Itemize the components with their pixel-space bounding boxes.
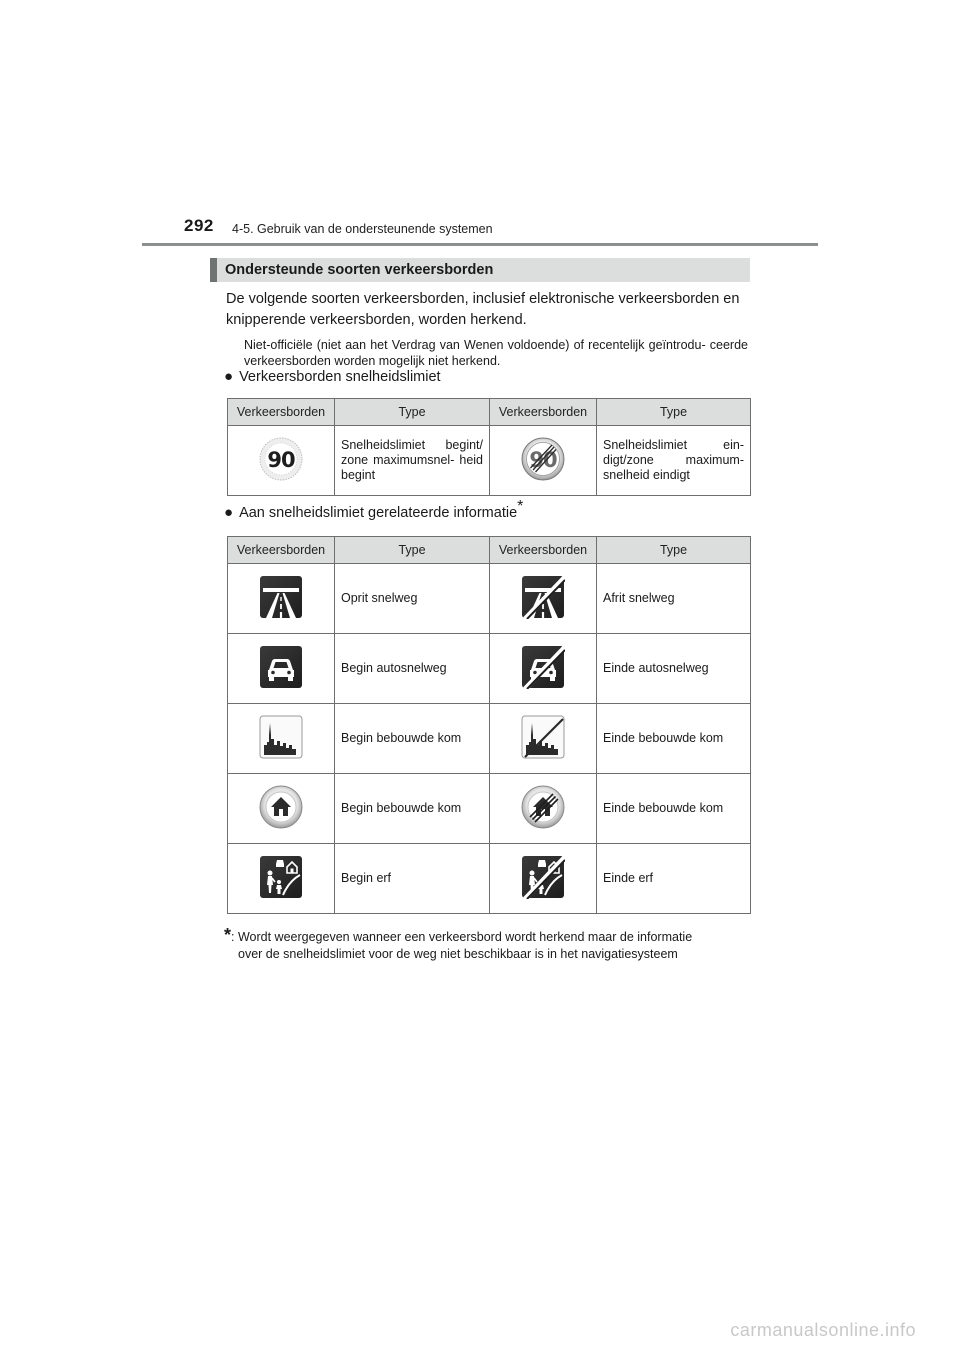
section-heading: Ondersteunde soorten verkeersborden: [210, 258, 750, 282]
table-row: [228, 564, 751, 634]
page-number: 292: [184, 216, 214, 235]
type-cell: Afrit snelweg: [597, 564, 751, 634]
footnote: [224, 927, 746, 963]
sign-cell: [228, 426, 335, 496]
footnote-line-1: : Wordt weergegeven wanneer een verkeersbord wordt herkend maar de informatie: [231, 930, 693, 944]
bullet-dot: ●: [224, 368, 234, 385]
bullet-label: Aan snelheidslimiet gerelateerde informatie: [239, 505, 518, 521]
sign-cell: [490, 564, 597, 634]
car-road-begin-icon: [259, 645, 303, 689]
type-cell: Begin erf: [335, 844, 490, 914]
table-header-row: [228, 399, 751, 426]
column-header-signs: Verkeersborden: [228, 399, 335, 426]
sign-cell: [228, 564, 335, 634]
column-header-type: Type: [597, 537, 751, 564]
bullet-label: Verkeersborden snelheidslimiet: [239, 369, 441, 385]
speed-limit-sign-table: [227, 398, 751, 496]
speed-limit-90-icon: [259, 437, 303, 481]
type-cell: Snelheidslimiet begint/ zone maximumsnel- heid begint: [335, 426, 490, 496]
column-header-type: Type: [597, 399, 751, 426]
type-cell: Oprit snelweg: [335, 564, 490, 634]
sign-cell: [228, 844, 335, 914]
residential-zone-begin-icon: [259, 855, 303, 899]
sign-cell: [490, 634, 597, 704]
table-row: [228, 634, 751, 704]
table-row: [228, 844, 751, 914]
type-cell: Einde autosnelweg: [597, 634, 751, 704]
bullet-dot: ●: [224, 504, 234, 521]
bullet-speed-limit: [224, 368, 441, 385]
column-header-type: Type: [335, 537, 490, 564]
table-row: [228, 704, 751, 774]
sign-cell: [228, 774, 335, 844]
column-header-signs: Verkeersborden: [228, 537, 335, 564]
related-sign-table: [227, 536, 751, 914]
town-skyline-end-icon: [521, 715, 565, 759]
type-cell: Einde bebouwde kom: [597, 704, 751, 774]
column-header-type: Type: [335, 399, 490, 426]
type-cell: Begin bebouwde kom: [335, 774, 490, 844]
column-header-signs: Verkeersborden: [490, 537, 597, 564]
sign-cell: [490, 844, 597, 914]
bullet-related-info: [224, 498, 524, 521]
section-path: 4-5. Gebruik van de ondersteunende systemen: [232, 222, 493, 236]
type-cell: Begin autosnelweg: [335, 634, 490, 704]
motorway-begin-icon: [259, 575, 303, 619]
type-cell: Begin bebouwde kom: [335, 704, 490, 774]
type-cell: Einde bebouwde kom: [597, 774, 751, 844]
motorway-end-icon: [521, 575, 565, 619]
residential-zone-end-icon: [521, 855, 565, 899]
header-rule: [142, 243, 818, 246]
table-row: [228, 774, 751, 844]
town-skyline-begin-icon: [259, 715, 303, 759]
footnote-line-2: over de snelheidslimiet voor de weg niet beschikbaar is in het navigatiesysteem: [238, 947, 678, 961]
sign-cell: [228, 634, 335, 704]
table-row: [228, 426, 751, 496]
speed-limit-90-end-icon: [521, 437, 565, 481]
watermark: carmanualsonline.info: [730, 1320, 916, 1340]
column-header-signs: Verkeersborden: [490, 399, 597, 426]
type-cell: Einde erf: [597, 844, 751, 914]
intro-text: De volgende soorten verkeersborden, inclusief elektronische verkeersborden en knipperende verkeersborden, worden herkend.: [226, 291, 740, 328]
note-text: Niet-officiële (niet aan het Verdrag van Wenen voldoende) of recentelijk geïntrodu- ceerde verkeersborden worden mogelijk niet herkend.: [244, 338, 748, 368]
table-header-row: [228, 537, 751, 564]
asterisk-mark: *: [517, 498, 524, 515]
sign-cell: [490, 426, 597, 496]
sign-cell: [490, 774, 597, 844]
footnote-asterisk: *: [224, 925, 232, 945]
car-road-end-icon: [521, 645, 565, 689]
house-circle-end-icon: [521, 785, 565, 829]
sign-cell: [228, 704, 335, 774]
type-cell: Snelheidslimiet ein- digt/zone maximum- snelheid eindigt: [597, 426, 751, 496]
house-circle-begin-icon: [259, 785, 303, 829]
sign-cell: [490, 704, 597, 774]
